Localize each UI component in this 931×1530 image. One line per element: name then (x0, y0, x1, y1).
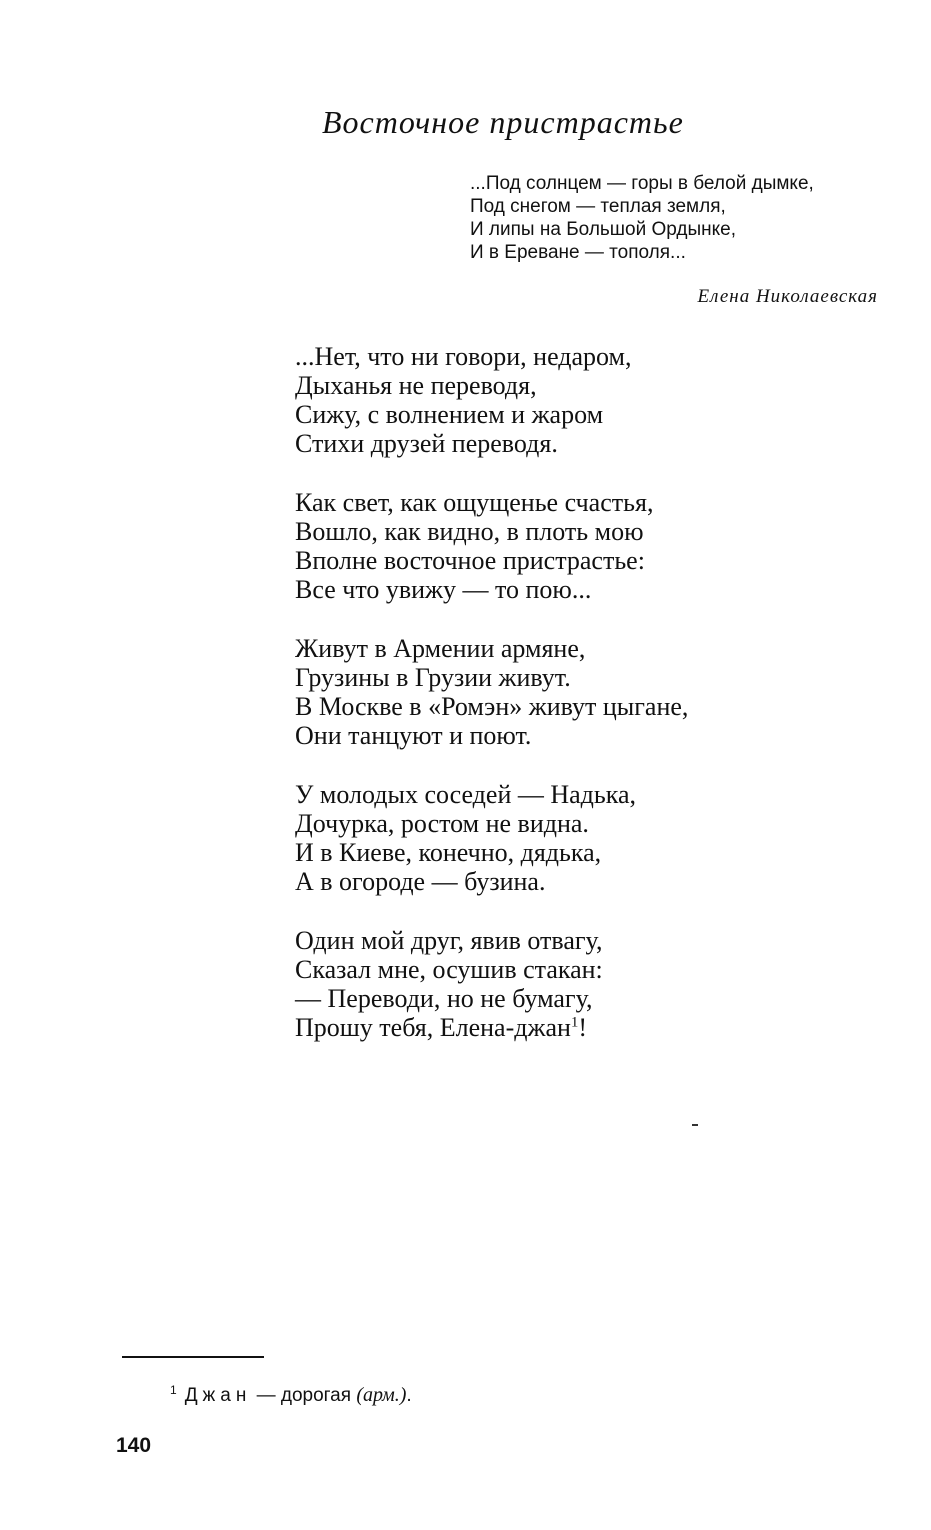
footnote-definition: — дорогая (251, 1385, 357, 1406)
poem-line: Вполне восточное пристрастье: (295, 546, 645, 575)
print-speck (692, 1124, 698, 1126)
footnote-end: . (406, 1385, 412, 1406)
poem-line: У молодых соседей — Надька, (295, 780, 637, 809)
poem-line: Сижу, с волнением и жаром (295, 400, 604, 429)
poem-line: Вошло, как видно, в плоть мою (295, 517, 644, 546)
poem-line: А в огороде — бузина. (295, 867, 546, 896)
poem-line-text: Прошу тебя, Елена-джан (295, 1013, 571, 1042)
poem-line: ...Нет, что ни говори, недаром, (295, 342, 632, 371)
poem-line: И в Киеве, конечно, дядька, (295, 838, 602, 867)
epigraph-line: И липы на Большой Ордынке, (470, 219, 737, 240)
poem-line: Как свет, как ощущенье счастья, (295, 488, 654, 517)
epigraph-line: Под снегом — теплая земля, (470, 196, 726, 217)
stanza-5 (295, 926, 895, 1042)
poem-line: Сказал мне, осушив стакан: (295, 955, 603, 984)
poem-line: Живут в Армении армяне, (295, 634, 586, 663)
stanza-3 (295, 634, 895, 750)
stanza-1 (295, 342, 895, 458)
poem-line: — Переводи, но не бумагу, (295, 984, 593, 1013)
stanza-4 (295, 780, 895, 896)
poem-line: Грузины в Грузии живут. (295, 663, 571, 692)
poem-line: Дыханья не переводя, (295, 371, 537, 400)
poem-line: Дочурка, ростом не видна. (295, 809, 589, 838)
footnote-marker: 1 (170, 1382, 177, 1397)
poem-line: Один мой друг, явив отвагу, (295, 926, 603, 955)
epigraph (470, 172, 910, 264)
final-punctuation: ! (578, 1013, 588, 1042)
poem-body (295, 342, 895, 1072)
stanza-2 (295, 488, 895, 604)
footnote-term: Джан (184, 1385, 252, 1406)
poem-line (295, 1013, 895, 1042)
footnote-language: (арм.) (356, 1384, 407, 1406)
footnote (170, 1384, 412, 1407)
poem-line: Они танцуют и поют. (295, 721, 532, 750)
footnote-rule (122, 1356, 264, 1358)
epigraph-line: И в Ереване — тополя... (470, 242, 686, 263)
epigraph-line: ...Под солнцем — горы в белой дымке, (470, 173, 814, 194)
footnote-reference[interactable]: 1 (570, 1014, 579, 1031)
page-number: 140 (116, 1434, 152, 1457)
poem-title: Восточное пристрастье (322, 104, 684, 140)
poem-line: Стихи друзей переводя. (295, 429, 558, 458)
epigraph-author: Елена Николаевская (697, 286, 878, 307)
poem-line: Все что увижу — то пою... (295, 575, 592, 604)
poem-line: В Москве в «Ромэн» живут цыгане, (295, 692, 689, 721)
